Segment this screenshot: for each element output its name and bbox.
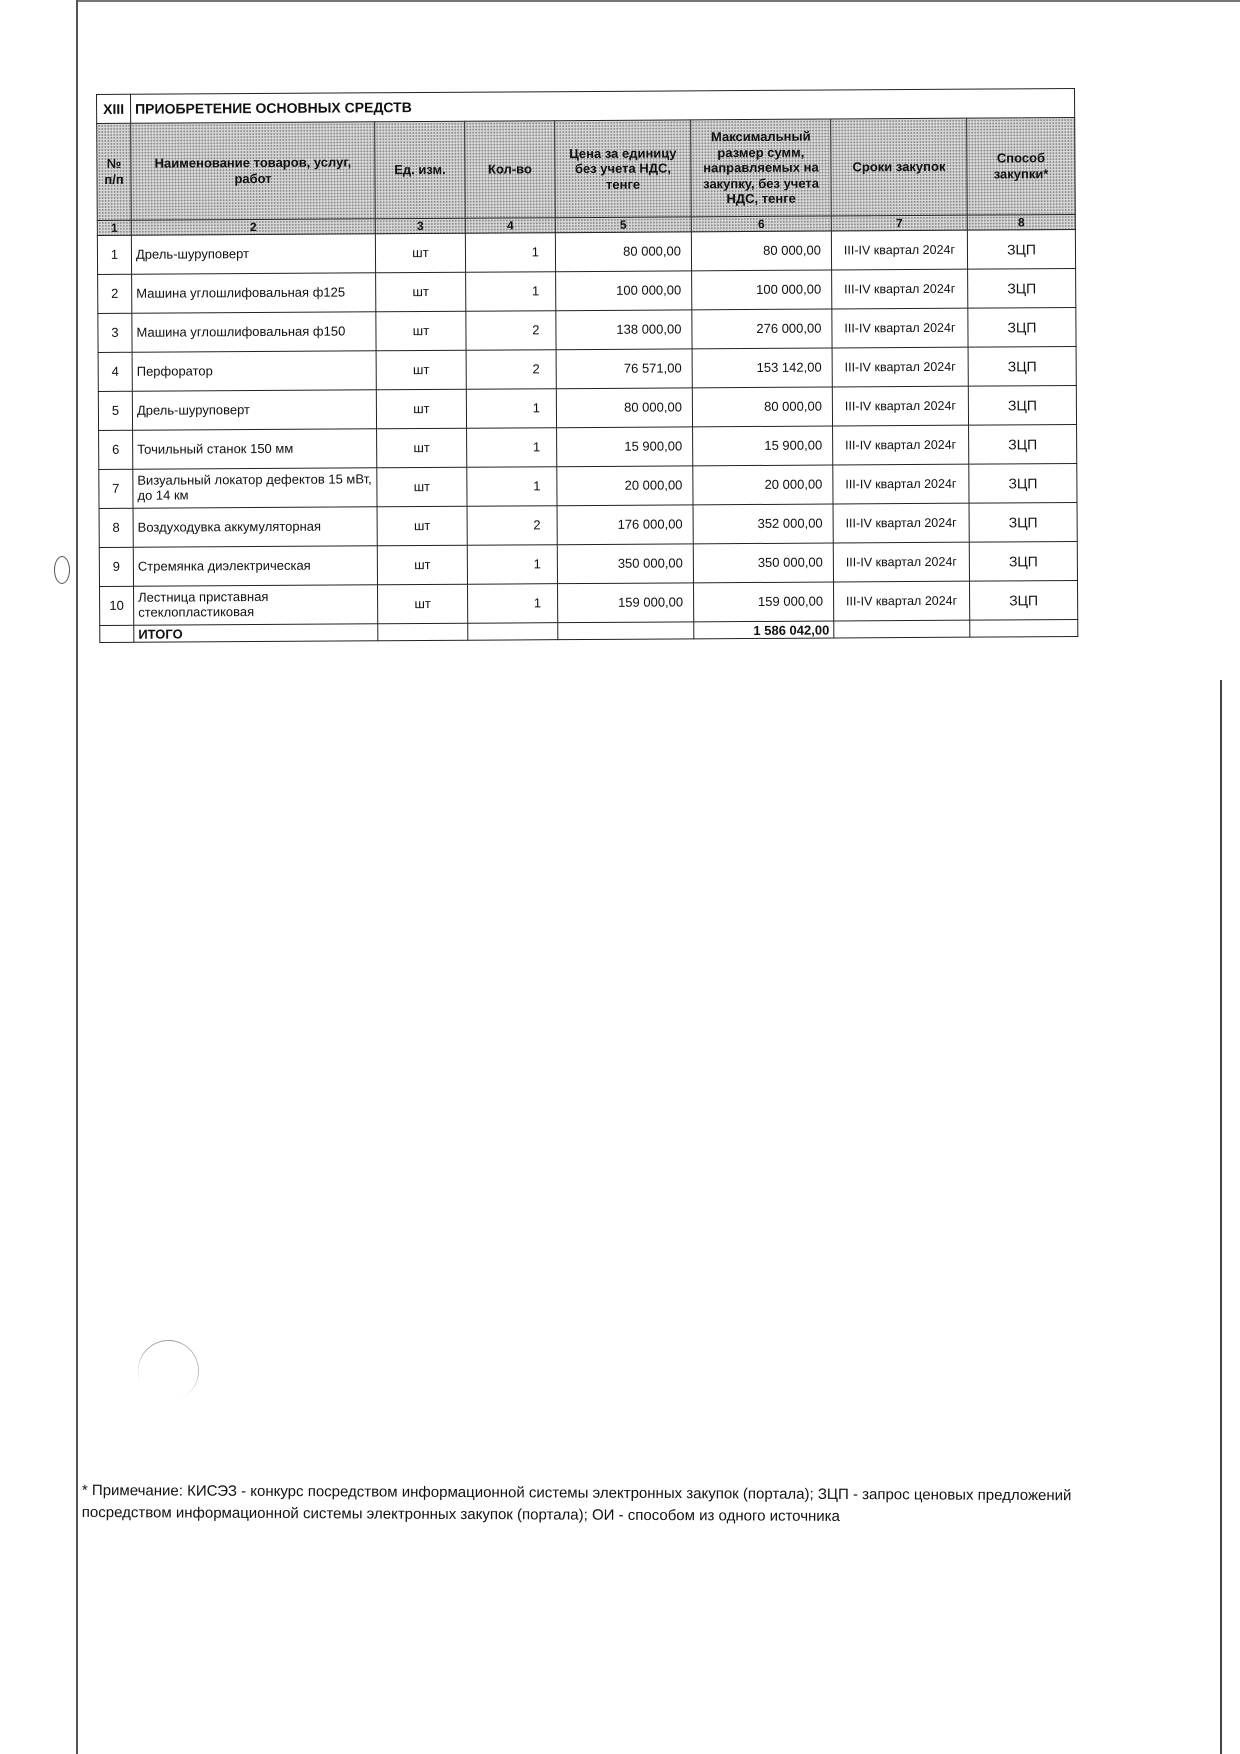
row-item-name: Точильный станок 150 мм [133,429,377,469]
row-item-name: Машина углошлифовальная ф125 [132,273,376,313]
row-quantity: 1 [466,272,556,312]
row-unit: шт [376,272,466,312]
header-price: Цена за единицу без учета НДС, тенге [555,120,692,218]
row-max-sum: 80 000,00 [691,231,831,271]
column-number: 4 [465,218,555,234]
row-number: 6 [99,430,133,469]
table-row [99,542,1077,587]
row-procurement-method: ЗЦП [969,542,1077,582]
total-empty-cell [378,623,468,641]
row-item-name: Стремянка диэлектрическая [133,546,377,586]
row-quantity: 2 [466,350,556,390]
row-item-name: Воздуходувка аккумуляторная [133,507,377,547]
row-max-sum: 153 142,00 [692,348,832,388]
row-quantity: 1 [466,389,556,429]
table-body [97,89,1078,643]
row-unit-price: 80 000,00 [556,388,692,428]
row-unit: шт [376,311,466,351]
table-row [98,269,1076,314]
row-unit-price: 159 000,00 [557,583,693,623]
row-max-sum: 350 000,00 [693,543,833,583]
row-max-sum: 15 900,00 [693,426,833,466]
row-procurement-method: ЗЦП [969,425,1077,465]
row-number: 9 [99,547,133,586]
row-quantity: 1 [465,233,555,273]
row-unit-price: 100 000,00 [556,271,692,311]
row-max-sum: 352 000,00 [693,504,833,544]
procurement-table-container [96,88,1077,643]
row-unit: шт [377,467,467,507]
total-label: ИТОГО [134,624,378,642]
row-max-sum: 276 000,00 [692,309,832,349]
row-item-name: Дрель-шуруповерт [132,390,376,430]
row-quantity: 2 [466,311,556,351]
column-number: 1 [97,220,131,235]
header-unit: Ед. изм. [375,121,466,219]
table-row [98,308,1076,353]
column-number: 7 [831,215,967,231]
header-method: Способ закупки* [967,118,1076,216]
header-name: Наименование товаров, услуг, работ [131,122,376,220]
total-empty-cell [834,620,970,638]
scan-artifact-mark [129,1331,207,1409]
row-procurement-method: ЗЦП [968,308,1076,348]
row-unit-price: 176 000,00 [557,505,693,545]
row-unit-price: 350 000,00 [557,544,693,584]
row-unit-price: 20 000,00 [557,466,693,506]
row-max-sum: 159 000,00 [693,582,833,622]
row-number: 2 [98,274,132,313]
row-procurement-method: ЗЦП [969,464,1077,504]
row-procurement-term: III-IV квартал 2024г [833,542,969,582]
table-row [99,425,1077,470]
row-procurement-term: III-IV квартал 2024г [833,464,969,504]
table-row [98,347,1076,392]
row-number: 8 [99,508,133,547]
header-num: № п/п [97,123,132,220]
row-number: 4 [98,352,132,391]
section-title: ПРИОБРЕТЕНИЕ ОСНОВНЫХ СРЕДСТВ [131,89,1075,124]
row-unit: шт [378,584,468,624]
scan-page-edge-right [1220,680,1222,1754]
row-unit: шт [376,350,466,390]
row-max-sum: 80 000,00 [692,387,832,427]
section-number: XIII [97,94,131,123]
row-item-name: Визуальный локатор дефектов 15 мВт, до 14 км [133,468,377,508]
total-empty-cell [558,622,694,640]
column-number: 2 [131,219,375,235]
table-row [97,230,1075,275]
header-term: Сроки закупок [831,118,968,216]
row-unit: шт [375,233,465,273]
row-procurement-term: III-IV квартал 2024г [833,425,969,465]
column-number: 3 [375,218,465,234]
row-procurement-method: ЗЦП [968,386,1076,426]
header-qty: Кол-во [465,121,556,219]
footnote: * Примечание: КИСЭЗ - конкурс посредством информационной системы электронных закупок (портала); ЗЦП - запрос ценовых предложений посредством информационной системы электронных закупок (портала); ОИ - способом из одного источника [81,1482,1072,1525]
row-procurement-method: ЗЦП [969,581,1077,621]
row-procurement-term: III-IV квартал 2024г [832,269,968,309]
row-quantity: 1 [467,467,557,507]
row-procurement-term: III-IV квартал 2024г [833,581,969,621]
row-number: 10 [100,586,134,625]
row-procurement-method: ЗЦП [969,503,1077,543]
column-number: 5 [555,217,691,233]
row-max-sum: 100 000,00 [692,270,832,310]
total-empty-cell [468,623,558,641]
row-number: 5 [98,391,132,430]
row-number: 7 [99,469,133,508]
row-item-name: Машина углошлифовальная ф150 [132,312,376,352]
row-number: 3 [98,313,132,352]
row-procurement-term: III-IV квартал 2024г [833,503,969,543]
column-header-row [97,118,1076,221]
table-row [98,386,1076,431]
row-procurement-term: III-IV квартал 2024г [832,386,968,426]
scan-page-edge-top [76,0,1240,2]
row-unit: шт [377,428,467,468]
total-empty-cell [970,620,1078,638]
row-procurement-term: III-IV квартал 2024г [832,308,968,348]
table-row [99,464,1077,509]
table-row [100,581,1078,626]
row-unit-price: 15 900,00 [557,427,693,467]
row-procurement-method: ЗЦП [968,347,1076,387]
total-sum: 1 586 042,00 [694,621,834,639]
table-row [99,503,1077,548]
row-procurement-term: III-IV квартал 2024г [832,347,968,387]
procurement-table [96,88,1078,643]
row-quantity: 1 [467,545,557,585]
punch-hole-mark [54,556,70,584]
column-number: 8 [967,215,1075,231]
total-empty-cell [100,625,134,642]
row-unit: шт [377,506,467,546]
row-procurement-term: III-IV квартал 2024г [831,230,967,270]
row-item-name: Лестница приставная стеклопластиковая [134,585,378,625]
row-quantity: 1 [468,584,558,624]
row-unit-price: 76 571,00 [556,349,692,389]
row-unit-price: 138 000,00 [556,310,692,350]
column-number: 6 [691,216,831,232]
scan-page-edge-left [76,0,78,1754]
row-unit-price: 80 000,00 [555,232,691,272]
row-quantity: 1 [467,428,557,468]
row-quantity: 2 [467,506,557,546]
row-procurement-method: ЗЦП [968,269,1076,309]
row-item-name: Перфоратор [132,351,376,391]
row-number: 1 [97,235,131,274]
header-sum: Максимальный размер сумм, направляемых на закупку, без учета НДС, тенге [691,119,832,217]
row-unit: шт [377,545,467,585]
row-procurement-method: ЗЦП [967,230,1075,270]
row-max-sum: 20 000,00 [693,465,833,505]
row-unit: шт [376,389,466,429]
row-item-name: Дрель-шуруповерт [131,234,375,274]
